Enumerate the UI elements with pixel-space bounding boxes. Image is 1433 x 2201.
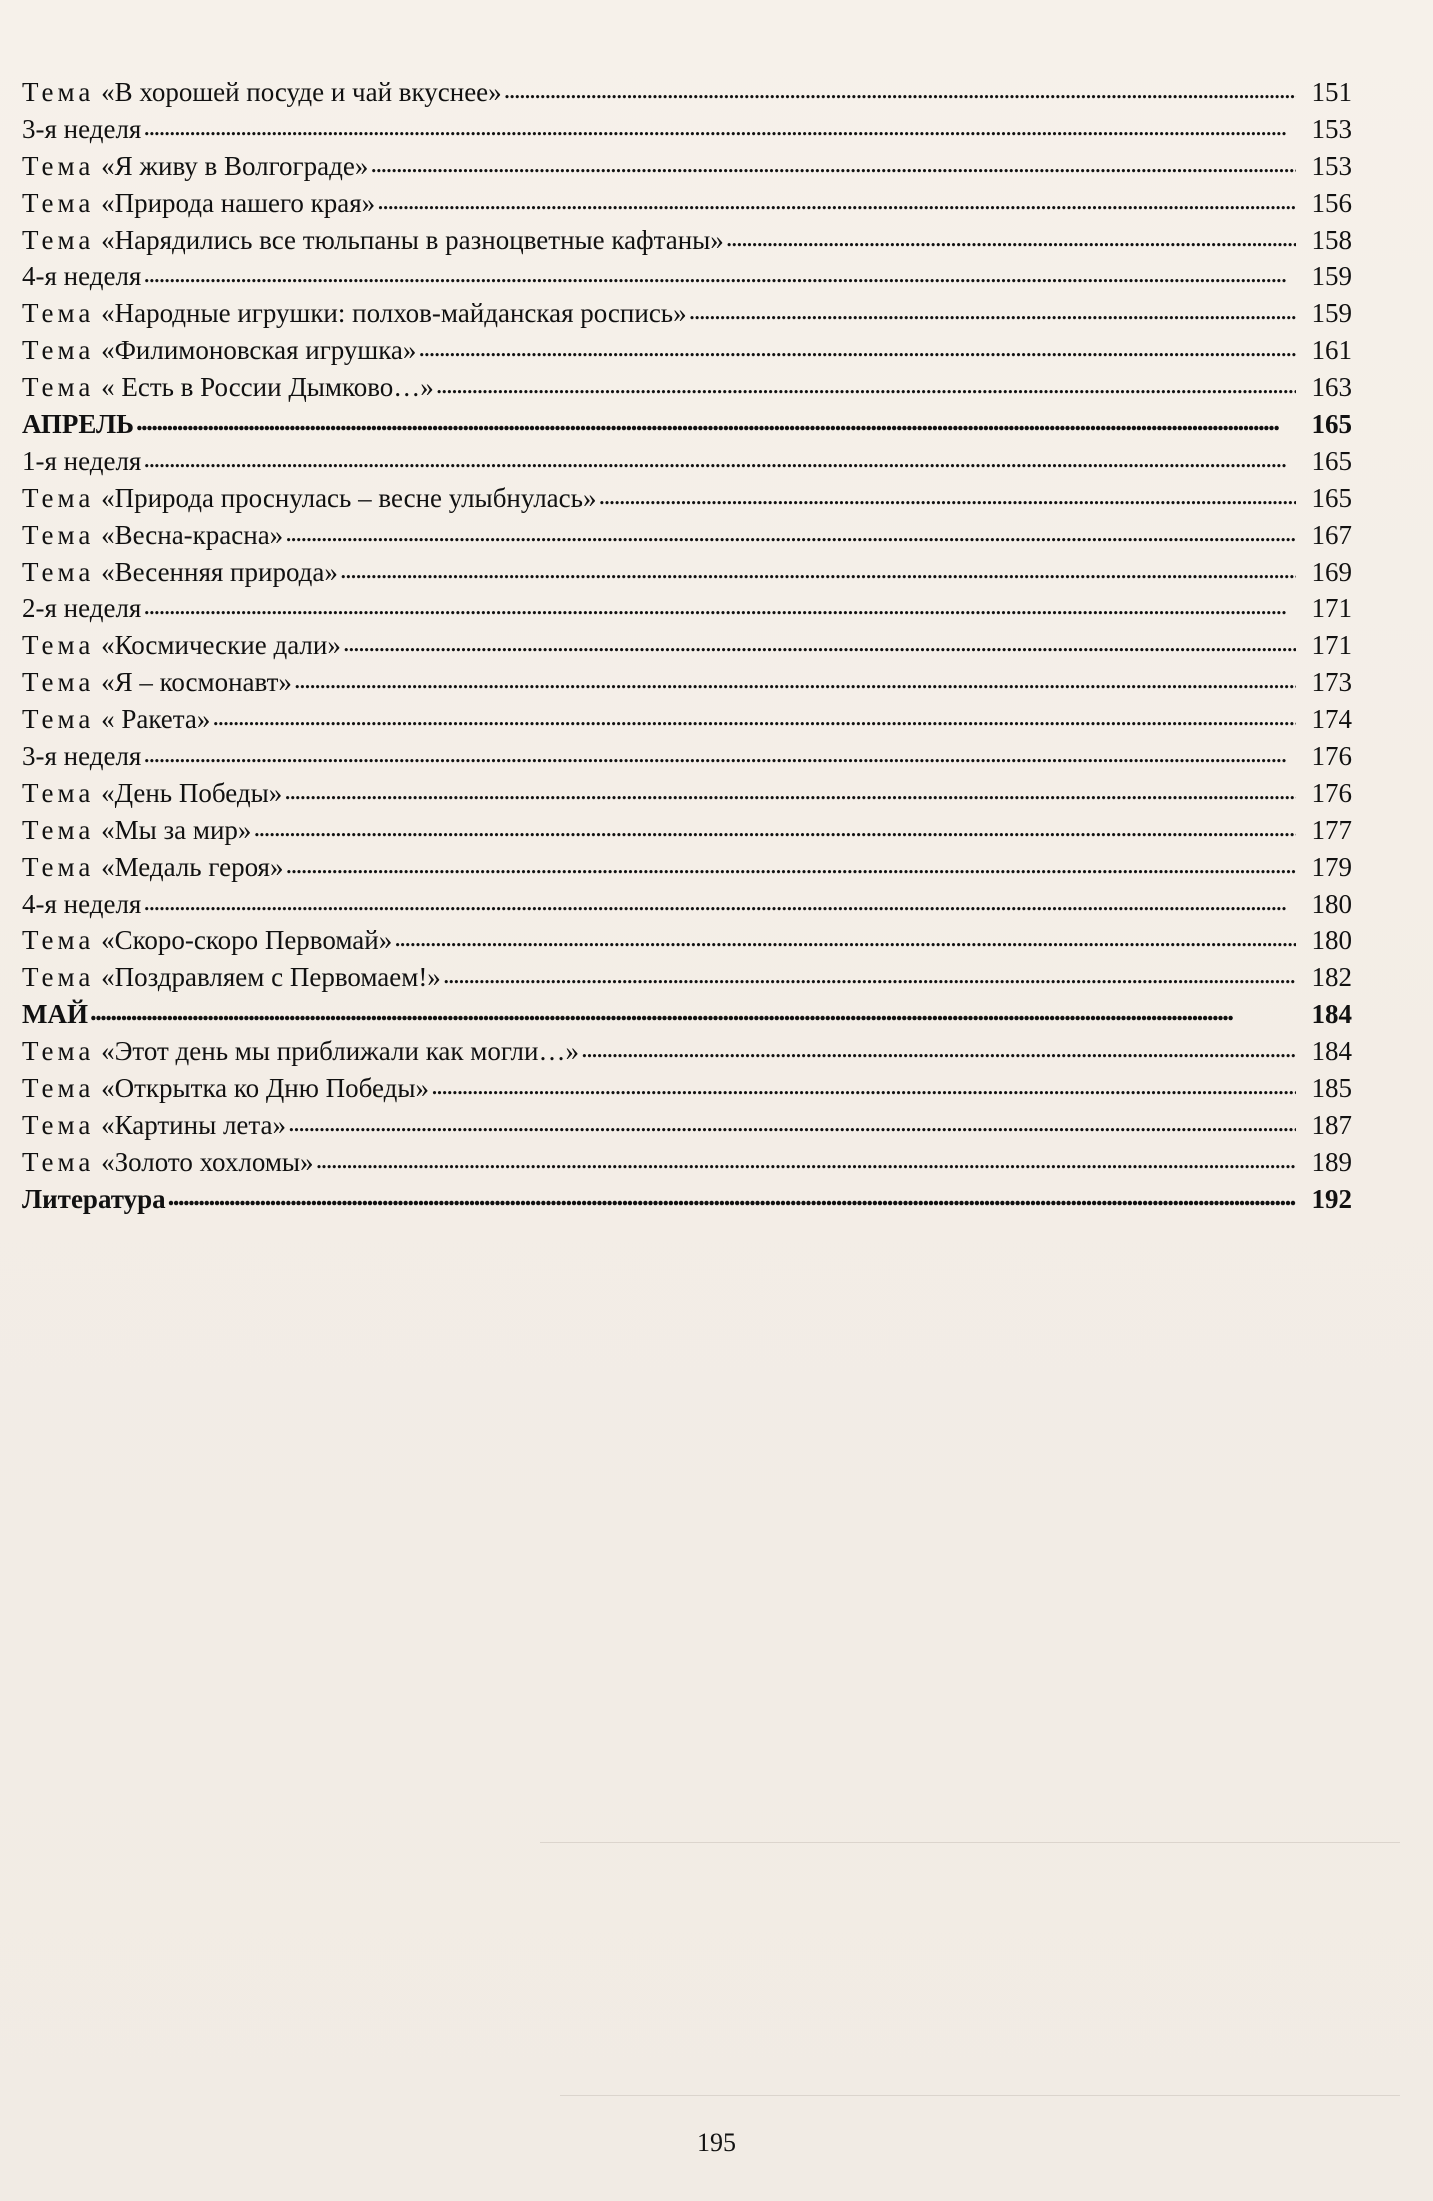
dot-leader bbox=[212, 698, 1296, 735]
toc-entry-page: 158 bbox=[1311, 224, 1352, 255]
toc-entry-page: 171 bbox=[1311, 593, 1352, 624]
toc-entry-page: 174 bbox=[1311, 704, 1352, 735]
toc-entry bbox=[22, 369, 1352, 406]
toc-entry bbox=[22, 295, 1352, 332]
toc-entry-prefix: Тема bbox=[22, 187, 95, 218]
toc-entry-label bbox=[22, 849, 285, 886]
toc-entry-title: АПРЕЛЬ bbox=[22, 409, 134, 440]
toc-entry-page: 151 bbox=[1311, 77, 1352, 107]
toc-entry-label bbox=[22, 996, 90, 1033]
toc-entry-title: 4-я неделя bbox=[22, 888, 142, 919]
toc-entry-title: «Картины лета» bbox=[101, 1109, 287, 1140]
dot-leader bbox=[143, 587, 1296, 624]
toc-entry-title: «Поздравляем с Первомаем!» bbox=[101, 962, 441, 993]
toc-entry-label bbox=[22, 480, 598, 517]
table-of-contents bbox=[22, 74, 1352, 1218]
toc-entry-prefix: Тема bbox=[22, 298, 95, 329]
toc-entry-page: 169 bbox=[1311, 556, 1352, 587]
toc-entry-prefix: Тема bbox=[22, 814, 95, 845]
toc-entry-page: 156 bbox=[1311, 187, 1352, 218]
toc-entry-page: 185 bbox=[1311, 1073, 1352, 1104]
dot-leader bbox=[143, 108, 1296, 145]
toc-entry-label bbox=[22, 74, 504, 111]
toc-entry-page: 176 bbox=[1311, 741, 1352, 772]
toc-entry-title: «Природа нашего края» bbox=[101, 187, 376, 218]
toc-entry-prefix: Тема bbox=[22, 556, 95, 587]
toc-entry-title: 2-я неделя bbox=[22, 593, 142, 624]
toc-entry-label bbox=[22, 295, 689, 332]
toc-entry-title: 1-я неделя bbox=[22, 445, 142, 476]
toc-entry-prefix: Тема bbox=[22, 1073, 95, 1104]
dot-leader bbox=[288, 1104, 1296, 1141]
toc-entry-label bbox=[22, 185, 377, 222]
dot-leader bbox=[581, 1030, 1296, 1067]
toc-entry bbox=[22, 812, 1352, 849]
dot-leader bbox=[340, 551, 1296, 588]
toc-entry-title: «Я – космонавт» bbox=[101, 667, 292, 698]
toc-entry-label bbox=[22, 738, 143, 775]
toc-entry-prefix: Тема bbox=[22, 704, 95, 735]
toc-entry-label bbox=[22, 812, 253, 849]
dot-leader bbox=[689, 292, 1296, 329]
toc-entry-label bbox=[22, 664, 294, 701]
toc-entry-title: «Нарядились все тюльпаны в разноцветные кафтаны» bbox=[101, 224, 724, 255]
toc-entry bbox=[22, 886, 1352, 923]
toc-entry bbox=[22, 148, 1352, 185]
toc-entry-title: Литература bbox=[22, 1183, 166, 1214]
dot-leader bbox=[136, 403, 1296, 440]
page-number: 195 bbox=[697, 2128, 736, 2157]
toc-entry-prefix: Тема bbox=[22, 150, 95, 181]
toc-entry-page: 165 bbox=[1311, 482, 1352, 513]
toc-entry-page: 180 bbox=[1311, 925, 1352, 956]
toc-entry-prefix: Тема bbox=[22, 519, 95, 550]
toc-entry-page: 176 bbox=[1311, 777, 1352, 808]
toc-entry-page: 192 bbox=[1311, 1183, 1352, 1214]
toc-entry-title: «Медаль героя» bbox=[101, 851, 284, 882]
toc-entry-title: «Филимоновская игрушка» bbox=[101, 335, 417, 366]
dot-leader bbox=[504, 71, 1296, 108]
dot-leader bbox=[143, 735, 1296, 772]
toc-entry-title: «Весенняя природа» bbox=[101, 556, 338, 587]
toc-entry-page: 179 bbox=[1311, 851, 1352, 882]
toc-entry-label bbox=[22, 1181, 168, 1218]
toc-entry-title: «Скоро-скоро Первомай» bbox=[101, 925, 393, 956]
toc-entry-page: 184 bbox=[1311, 1036, 1352, 1067]
dot-leader bbox=[285, 514, 1296, 551]
toc-entry-label bbox=[22, 627, 343, 664]
toc-entry-label bbox=[22, 148, 370, 185]
toc-entry bbox=[22, 1070, 1352, 1107]
toc-entry-label bbox=[22, 886, 143, 923]
toc-entry-page: 153 bbox=[1311, 150, 1352, 181]
toc-entry-prefix: Тема bbox=[22, 962, 95, 993]
toc-entry-title: «Золото хохломы» bbox=[101, 1146, 314, 1177]
toc-entry-prefix: Тема bbox=[22, 335, 95, 366]
toc-entry-title: «Космические дали» bbox=[101, 630, 341, 661]
dot-leader bbox=[726, 219, 1296, 256]
toc-entry bbox=[22, 775, 1352, 812]
toc-entry-label bbox=[22, 1107, 288, 1144]
toc-entry-prefix: Тема bbox=[22, 630, 95, 661]
toc-entry bbox=[22, 332, 1352, 369]
toc-entry bbox=[22, 996, 1352, 1033]
toc-entry-title: «Природа проснулась – весне улыбнулась» bbox=[101, 482, 597, 513]
dot-leader bbox=[253, 809, 1296, 846]
bleed-rule bbox=[560, 2095, 1400, 2096]
toc-entry-title: «День Победы» bbox=[101, 777, 283, 808]
toc-entry-prefix: Тема bbox=[22, 1036, 95, 1067]
dot-leader bbox=[143, 883, 1296, 920]
dot-leader bbox=[443, 956, 1296, 993]
toc-entry-page: 173 bbox=[1311, 667, 1352, 698]
dot-leader bbox=[598, 477, 1296, 514]
toc-entry bbox=[22, 590, 1352, 627]
toc-entry-title: 4-я неделя bbox=[22, 261, 142, 292]
toc-entry-title: «В хорошей посуде и чай вкуснее» bbox=[101, 77, 502, 107]
toc-entry bbox=[22, 1107, 1352, 1144]
toc-entry bbox=[22, 922, 1352, 959]
dot-leader bbox=[370, 145, 1296, 182]
toc-entry-page: 187 bbox=[1311, 1109, 1352, 1140]
toc-entry-title: « Есть в России Дымково…» bbox=[101, 372, 434, 403]
dot-leader bbox=[436, 366, 1296, 403]
toc-entry-title: «Народные игрушки: полхов-майданская роспись» bbox=[101, 298, 687, 329]
toc-entry-label bbox=[22, 701, 212, 738]
toc-entry-prefix: Тема bbox=[22, 925, 95, 956]
toc-entry-label bbox=[22, 554, 340, 591]
dot-leader bbox=[377, 182, 1296, 219]
toc-entry-title: «Мы за мир» bbox=[101, 814, 252, 845]
toc-entry-page: 184 bbox=[1311, 999, 1352, 1030]
toc-entry bbox=[22, 849, 1352, 886]
toc-entry-prefix: Тема bbox=[22, 372, 95, 403]
toc-entry-prefix: Тема bbox=[22, 77, 95, 107]
toc-entry-page: 177 bbox=[1311, 814, 1352, 845]
dot-leader bbox=[394, 919, 1296, 956]
toc-entry bbox=[22, 443, 1352, 480]
toc-entry bbox=[22, 258, 1352, 295]
toc-entry-label bbox=[22, 369, 436, 406]
toc-entry-title: «Весна-красна» bbox=[101, 519, 284, 550]
toc-entry-label bbox=[22, 406, 136, 443]
toc-entry-title: « Ракета» bbox=[101, 704, 211, 735]
toc-entry-page: 167 bbox=[1311, 519, 1352, 550]
dot-leader bbox=[316, 1141, 1296, 1178]
toc-entry-title: «Я живу в Волгограде» bbox=[101, 150, 369, 181]
toc-entry-prefix: Тема bbox=[22, 777, 95, 808]
toc-entry-title: «Открытка ко Дню Победы» bbox=[101, 1073, 430, 1104]
toc-entry-page: 161 bbox=[1311, 335, 1352, 366]
toc-entry-label bbox=[22, 775, 284, 812]
dot-leader bbox=[431, 1067, 1296, 1104]
dot-leader bbox=[168, 1178, 1296, 1215]
toc-entry-page: 159 bbox=[1311, 261, 1352, 292]
toc-entry-page: 159 bbox=[1311, 298, 1352, 329]
toc-entry-page: 171 bbox=[1311, 630, 1352, 661]
toc-entry-title: 3-я неделя bbox=[22, 741, 142, 772]
toc-entry-page: 165 bbox=[1311, 445, 1352, 476]
dot-leader bbox=[143, 255, 1296, 292]
toc-entry-prefix: Тема bbox=[22, 224, 95, 255]
toc-entry-prefix: Тема bbox=[22, 1146, 95, 1177]
toc-entry-label bbox=[22, 111, 143, 148]
toc-entry-prefix: Тема bbox=[22, 667, 95, 698]
toc-entry bbox=[22, 1181, 1352, 1218]
toc-entry-label bbox=[22, 258, 143, 295]
toc-entry bbox=[22, 1033, 1352, 1070]
toc-entry-title: 3-я неделя bbox=[22, 113, 142, 144]
toc-entry-page: 182 bbox=[1311, 962, 1352, 993]
toc-entry-page: 163 bbox=[1311, 372, 1352, 403]
toc-entry bbox=[22, 406, 1352, 443]
toc-entry-title: МАЙ bbox=[22, 999, 88, 1030]
toc-entry bbox=[22, 701, 1352, 738]
toc-entry-prefix: Тема bbox=[22, 1109, 95, 1140]
dot-leader bbox=[284, 772, 1296, 809]
dot-leader bbox=[294, 661, 1296, 698]
toc-entry-label bbox=[22, 590, 143, 627]
toc-entry bbox=[22, 627, 1352, 664]
dot-leader bbox=[143, 440, 1296, 477]
toc-entry bbox=[22, 111, 1352, 148]
toc-entry-label bbox=[22, 332, 418, 369]
toc-entry-title: «Этот день мы приближали как могли…» bbox=[101, 1036, 579, 1067]
dot-leader bbox=[418, 329, 1296, 366]
toc-entry-label bbox=[22, 1144, 316, 1181]
toc-entry-label bbox=[22, 517, 285, 554]
toc-entry-label bbox=[22, 959, 443, 996]
toc-entry bbox=[22, 74, 1352, 111]
toc-entry-label bbox=[22, 443, 143, 480]
toc-entry-page: 153 bbox=[1311, 113, 1352, 144]
toc-entry bbox=[22, 185, 1352, 222]
toc-entry bbox=[22, 554, 1352, 591]
dot-leader bbox=[90, 993, 1296, 1030]
toc-entry-label bbox=[22, 1033, 581, 1070]
dot-leader bbox=[285, 846, 1296, 883]
toc-entry-page: 180 bbox=[1311, 888, 1352, 919]
toc-entry-page: 165 bbox=[1311, 409, 1352, 440]
toc-entry-label bbox=[22, 1070, 431, 1107]
dot-leader bbox=[343, 624, 1296, 661]
toc-entry bbox=[22, 222, 1352, 259]
toc-entry-label bbox=[22, 922, 394, 959]
toc-entry-label bbox=[22, 222, 726, 259]
toc-entry bbox=[22, 959, 1352, 996]
toc-entry bbox=[22, 480, 1352, 517]
toc-entry-prefix: Тема bbox=[22, 851, 95, 882]
toc-entry bbox=[22, 738, 1352, 775]
toc-entry bbox=[22, 517, 1352, 554]
bleed-rule bbox=[540, 1842, 1400, 1843]
toc-entry-prefix: Тема bbox=[22, 482, 95, 513]
toc-entry-page: 189 bbox=[1311, 1146, 1352, 1177]
toc-entry bbox=[22, 1144, 1352, 1181]
toc-entry bbox=[22, 664, 1352, 701]
